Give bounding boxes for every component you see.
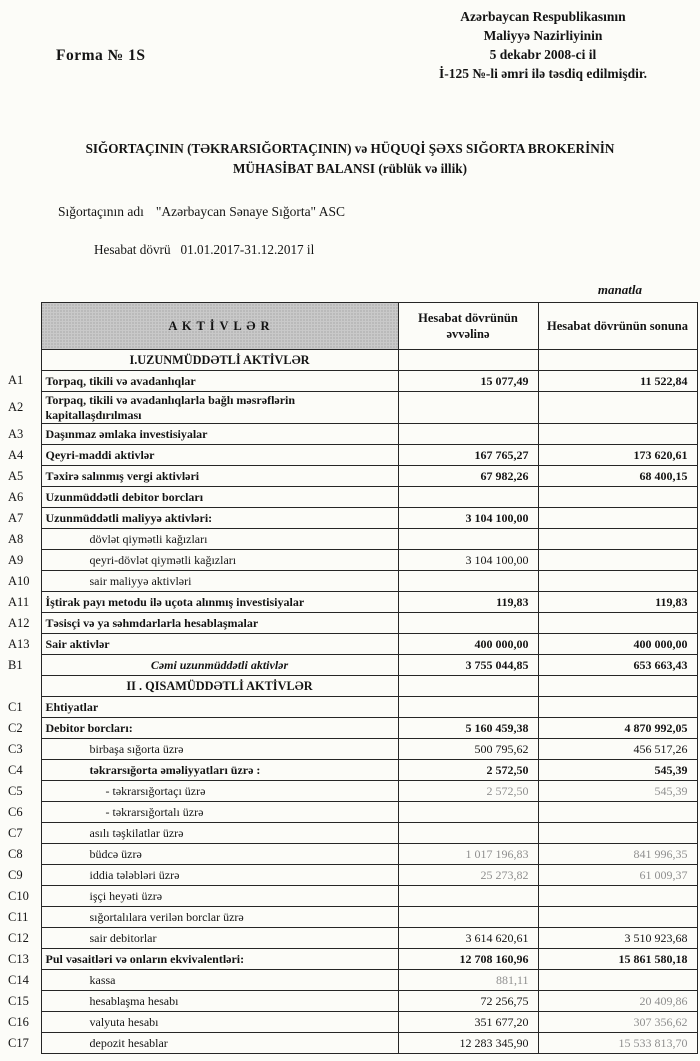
row-label: Daşınmaz əmlaka investisiyalar	[41, 424, 398, 445]
value-period-end: 15 861 580,18	[538, 949, 697, 970]
value-period-end	[538, 823, 697, 844]
row-code: A7	[8, 510, 24, 525]
row-label: Uzunmüddətli debitor borcları	[41, 487, 398, 508]
row-code: A12	[8, 615, 30, 630]
value-period-start: 351 677,20	[398, 1012, 538, 1033]
value-period-end: 400 000,00	[538, 634, 697, 655]
table-row	[3, 697, 697, 718]
table-row	[3, 445, 697, 466]
form-number: Forma № 1S	[56, 47, 146, 64]
table-body	[3, 350, 697, 1054]
value-period-start	[398, 424, 538, 445]
row-code: A3	[8, 426, 24, 441]
table-row	[3, 529, 697, 550]
value-period-start: 12 283 345,90	[398, 1033, 538, 1054]
row-code: C17	[8, 1035, 29, 1050]
value-period-end: 11 522,84	[538, 371, 697, 392]
value-period-start: 3 755 044,85	[398, 655, 538, 676]
value-period-end: 545,39	[538, 760, 697, 781]
value-period-end: 61 009,37	[538, 865, 697, 886]
row-code: A1	[8, 373, 24, 388]
approval-line: 5 dekabr 2008-ci il	[489, 47, 597, 63]
table-row	[3, 634, 697, 655]
table-row	[3, 823, 697, 844]
row-code: C9	[8, 867, 23, 882]
table-row	[3, 928, 697, 949]
value-period-end: 545,39	[538, 781, 697, 802]
table-row	[3, 424, 697, 445]
row-code: A11	[8, 594, 30, 609]
row-code: A9	[8, 552, 24, 567]
col-header-period-start: Hesabat dövrünün əvvəlinə	[398, 303, 538, 350]
row-code: A8	[8, 531, 24, 546]
value-period-start: 2 572,50	[398, 760, 538, 781]
table-row	[3, 739, 697, 760]
value-period-start: 881,11	[398, 970, 538, 991]
table-row	[3, 970, 697, 991]
row-label: depozit hesablar	[41, 1033, 398, 1054]
document-title-line2: MÜHASİBAT BALANSI (rüblük və illik)	[232, 161, 467, 177]
value-period-end: 15 533 813,70	[538, 1033, 697, 1054]
table-row	[3, 886, 697, 907]
value-period-end: 456 517,26	[538, 739, 697, 760]
value-period-start: 3 104 100,00	[398, 508, 538, 529]
value-period-start: 12 708 160,96	[398, 949, 538, 970]
row-code: C15	[8, 993, 29, 1008]
value-period-end	[538, 907, 697, 928]
value-period-end: 68 400,15	[538, 466, 697, 487]
document-title-line1: SIĞORTAÇININ (TƏKRARSIĞORTAÇININ) və HÜQUQİ ŞƏXS SIĞORTA BROKERİNİN	[85, 141, 615, 156]
table-row	[3, 907, 697, 928]
value-period-start: 2 572,50	[398, 781, 538, 802]
row-label: qeyri-dövlət qiymətli kağızları	[41, 550, 398, 571]
table-row	[3, 350, 697, 371]
period-label: Hesabat dövrü	[94, 242, 171, 257]
row-code: A4	[8, 447, 24, 462]
row-code: C2	[8, 720, 23, 735]
value-period-end	[538, 487, 697, 508]
value-period-end	[538, 350, 697, 371]
value-period-start	[398, 676, 538, 697]
value-period-end: 20 409,86	[538, 991, 697, 1012]
value-period-start	[398, 613, 538, 634]
value-period-start: 167 765,27	[398, 445, 538, 466]
row-code: C8	[8, 846, 23, 861]
value-period-start	[398, 350, 538, 371]
row-code: C16	[8, 1014, 29, 1029]
table-row	[3, 655, 697, 676]
row-label: - təkrarsığortaçı üzrə	[41, 781, 398, 802]
value-period-start: 72 256,75	[398, 991, 538, 1012]
value-period-start	[398, 907, 538, 928]
row-label: Təsisçi və ya səhmdarlarla hesablaşmalar	[41, 613, 398, 634]
insurer-label: Sığortaçının adı	[58, 204, 144, 219]
value-period-start: 500 795,62	[398, 739, 538, 760]
value-period-end	[538, 970, 697, 991]
row-label: birbaşa sığorta üzrə	[41, 739, 398, 760]
value-period-start: 25 273,82	[398, 865, 538, 886]
row-label: II . QISAMÜDDƏTLİ AKTİVLƏR	[41, 676, 398, 697]
table-row	[3, 676, 697, 697]
value-period-start: 3 614 620,61	[398, 928, 538, 949]
row-label: - təkrarsığortalı üzrə	[41, 802, 398, 823]
value-period-start: 5 160 459,38	[398, 718, 538, 739]
row-code: C3	[8, 741, 23, 756]
row-code: C12	[8, 930, 29, 945]
approval-line: İ-125 №-li əmri ilə təsdiq edilmişdir.	[438, 66, 648, 82]
approval-block	[393, 7, 693, 84]
table-row	[3, 865, 697, 886]
row-label: valyuta hesabı	[41, 1012, 398, 1033]
value-period-end: 173 620,61	[538, 445, 697, 466]
row-code: A13	[8, 636, 30, 651]
value-period-end	[538, 802, 697, 823]
value-period-end: 3 510 923,68	[538, 928, 697, 949]
row-code: A10	[8, 573, 30, 588]
row-label: kassa	[41, 970, 398, 991]
row-code	[3, 350, 41, 371]
table-row	[3, 392, 697, 424]
approval-line: Maliyyə Nazirliyinin	[483, 28, 603, 44]
row-label: I.UZUNMÜDDƏTLİ AKTİVLƏR	[41, 350, 398, 371]
row-label: büdcə üzrə	[41, 844, 398, 865]
value-period-end	[538, 571, 697, 592]
value-period-start	[398, 571, 538, 592]
value-period-end	[538, 697, 697, 718]
row-label: Təxirə salınmış vergi aktivləri	[41, 466, 398, 487]
value-period-start	[398, 529, 538, 550]
balance-table	[3, 302, 698, 1054]
value-period-end	[538, 676, 697, 697]
row-label: təkrarsığorta əməliyyatları üzrə :	[41, 760, 398, 781]
row-label: Uzunmüddətli maliyyə aktivləri:	[41, 508, 398, 529]
row-code: C7	[8, 825, 23, 840]
row-label: sığortalılara verilən borclar üzrə	[41, 907, 398, 928]
code-column-header	[3, 303, 41, 350]
period-line	[94, 242, 314, 258]
table-row	[3, 571, 697, 592]
value-period-start: 3 104 100,00	[398, 550, 538, 571]
value-period-start: 67 982,26	[398, 466, 538, 487]
value-period-end	[538, 392, 697, 424]
row-code: C11	[8, 909, 29, 924]
row-label: Ehtiyatlar	[41, 697, 398, 718]
value-period-end	[538, 886, 697, 907]
row-label: Torpaq, tikili və avadanlıqlar	[41, 371, 398, 392]
insurer-name: "Azərbaycan Sənaye Sığorta" ASC	[155, 204, 345, 219]
table-row	[3, 613, 697, 634]
insurer-line	[58, 204, 345, 220]
table-row	[3, 466, 697, 487]
row-label: İştirak payı metodu ilə uçota alınmış investisiyalar	[41, 592, 398, 613]
row-code: C13	[8, 951, 29, 966]
table-row	[3, 760, 697, 781]
col-header-period-end: Hesabat dövrünün sonuna	[538, 303, 697, 350]
value-period-start: 119,83	[398, 592, 538, 613]
value-period-end	[538, 613, 697, 634]
value-period-start	[398, 802, 538, 823]
row-label: sair debitorlar	[41, 928, 398, 949]
value-period-end: 4 870 992,05	[538, 718, 697, 739]
table-row	[3, 781, 697, 802]
value-period-end: 653 663,43	[538, 655, 697, 676]
table-row	[3, 718, 697, 739]
value-period-end: 307 356,62	[538, 1012, 697, 1033]
table-row	[3, 371, 697, 392]
table-row	[3, 949, 697, 970]
value-period-end: 119,83	[538, 592, 697, 613]
row-label: Pul vəsaitləri və onların ekvivalentləri:	[41, 949, 398, 970]
row-label: Debitor borcları:	[41, 718, 398, 739]
document-title	[20, 139, 680, 180]
period-value: 01.01.2017-31.12.2017 il	[180, 242, 315, 257]
row-label: Torpaq, tikili və avadanlıqlarla bağlı məsrəflərin kapitallaşdırılması	[41, 392, 398, 424]
row-code: C1	[8, 699, 23, 714]
row-label: hesablaşma hesabı	[41, 991, 398, 1012]
value-period-start	[398, 392, 538, 424]
row-label: Qeyri-maddi aktivlər	[41, 445, 398, 466]
row-code: C5	[8, 783, 23, 798]
value-period-start	[398, 823, 538, 844]
value-period-start	[398, 886, 538, 907]
row-code: C10	[8, 888, 29, 903]
value-period-end	[538, 529, 697, 550]
value-period-start: 400 000,00	[398, 634, 538, 655]
table-row	[3, 550, 697, 571]
value-period-end	[538, 508, 697, 529]
row-label: Cəmi uzunmüddətli aktivlər	[41, 655, 398, 676]
table-row	[3, 487, 697, 508]
row-code: C4	[8, 762, 23, 777]
value-period-start: 15 077,49	[398, 371, 538, 392]
row-code: A5	[8, 468, 24, 483]
row-label: işçi heyəti üzrə	[41, 886, 398, 907]
table-row	[3, 844, 697, 865]
approval-line: Azərbaycan Respublikasının	[460, 9, 626, 24]
row-code: C14	[8, 972, 29, 987]
value-period-start: 1 017 196,83	[398, 844, 538, 865]
value-period-end	[538, 550, 697, 571]
table-row	[3, 1033, 697, 1054]
table-row	[3, 802, 697, 823]
row-code	[3, 676, 41, 697]
table-row	[3, 1012, 697, 1033]
table-header-row	[3, 303, 697, 350]
row-label: sair maliyyə aktivləri	[41, 571, 398, 592]
row-code: A2	[8, 400, 24, 414]
value-period-end: 841 996,35	[538, 844, 697, 865]
col-header-assets: A K T İ V L Ə R	[41, 303, 398, 350]
table-row	[3, 508, 697, 529]
row-code: A6	[8, 489, 24, 504]
table-row	[3, 592, 697, 613]
table-row	[3, 991, 697, 1012]
row-code: B1	[8, 657, 23, 672]
row-code: C6	[8, 804, 23, 819]
currency-note: manatla	[597, 282, 642, 297]
row-label: dövlət qiymətli kağızları	[41, 529, 398, 550]
row-label: iddia tələbləri üzrə	[41, 865, 398, 886]
value-period-end	[538, 424, 697, 445]
value-period-start	[398, 697, 538, 718]
row-label: asılı təşkilatlar üzrə	[41, 823, 398, 844]
value-period-start	[398, 487, 538, 508]
row-label: Sair aktivlər	[41, 634, 398, 655]
